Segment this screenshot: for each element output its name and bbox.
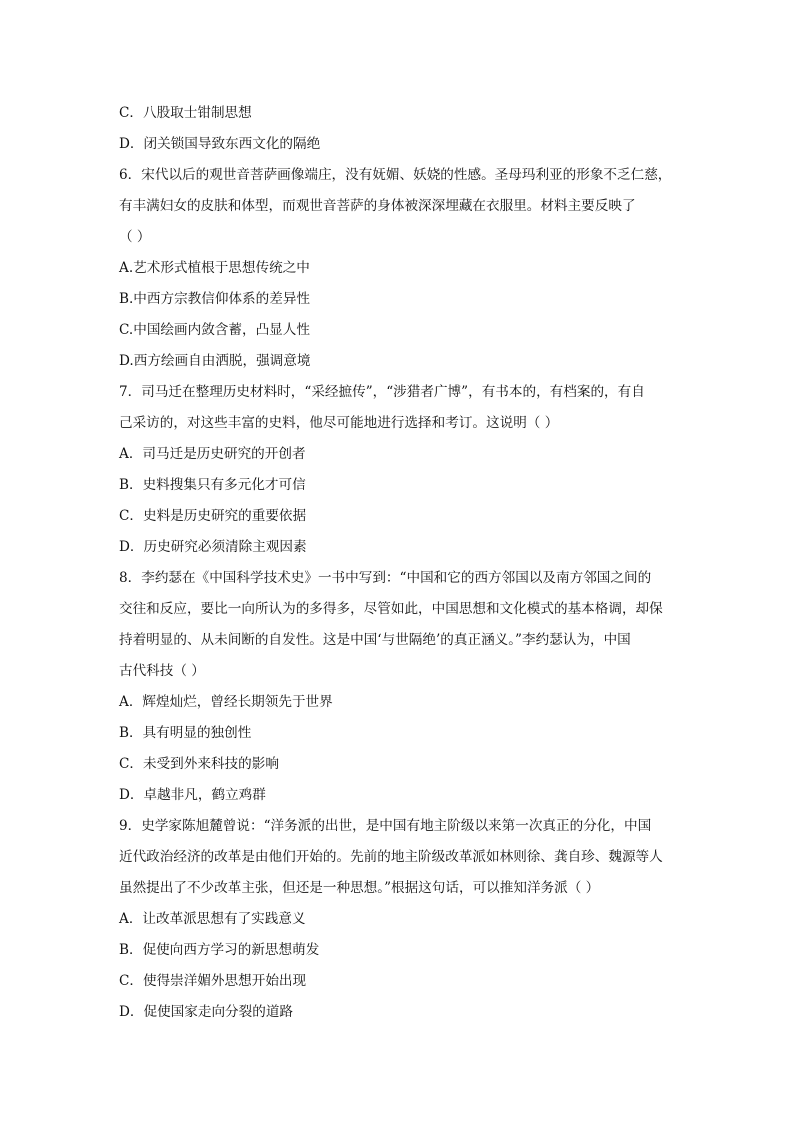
option-c: C．史料是历史研究的重要依据	[119, 508, 307, 524]
question-stem: 己采访的，对这些丰富的史料，他尽可能地进行选择和考订。这说明（ ）	[119, 415, 559, 431]
option-d: D．闭关锁国导致东西文化的隔绝	[119, 136, 321, 152]
question-7	[119, 377, 679, 563]
question-9	[119, 811, 679, 1028]
question-stem: 有丰满妇女的皮肤和体型，而观世音菩萨的身体被深深埋藏在衣服里。材料主要反映了	[119, 198, 636, 214]
option-a: A．让改革派思想有了实践意义	[119, 911, 306, 927]
option-a: A.艺术形式植根于思想传统之中	[119, 260, 310, 276]
question-8	[119, 563, 679, 811]
option-d: D．历史研究必须清除主观因素	[119, 539, 307, 555]
option-d: D．促使国家走向分裂的道路	[119, 1004, 294, 1020]
document-page	[119, 98, 679, 1028]
question-stem: （ ）	[119, 229, 151, 245]
question-6	[119, 160, 679, 377]
option-b: B．促使向西方学习的新思想萌发	[119, 942, 320, 958]
question-stem: 古代科技（ ）	[119, 663, 205, 679]
option-c: C．使得崇洋媚外思想开始出现	[119, 973, 307, 989]
previous-question-options	[119, 98, 679, 160]
option-c: C.中国绘画内敛含蓄，凸显人性	[119, 322, 310, 338]
option-c: C．未受到外来科技的影响	[119, 756, 279, 772]
question-stem: 9．史学家陈旭麓曾说：“洋务派的出世，是中国有地主阶级以来第一次真正的分化，中国	[119, 818, 652, 834]
option-c: C．八股取士钳制思想	[119, 105, 252, 121]
option-a: A．司马迁是历史研究的开创者	[119, 446, 306, 462]
option-b: B．具有明显的独创性	[119, 725, 252, 741]
question-stem: 6．宋代以后的观世音菩萨画像端庄，没有妩媚、妖娆的性感。圣母玛利亚的形象不乏仁慈，	[119, 167, 672, 183]
question-stem: 8．李约瑟在《中国科学技术史》一书中写到：“中国和它的西方邻国以及南方邻国之间的	[119, 570, 652, 586]
option-b: B．史料搜集只有多元化才可信	[119, 477, 306, 493]
question-stem: 持着明显的、从未间断的自发性。这是中国‘与世隔绝’的真正涵义。”李约瑟认为，中国	[119, 632, 631, 648]
question-stem: 近代政治经济的改革是由他们开始的。先前的地主阶级改革派如林则徐、龚自珍、魏源等人	[119, 849, 663, 865]
question-stem: 虽然提出了不少改革主张，但还是一种思想。”根据这句话，可以推知洋务派（ ）	[119, 880, 600, 896]
option-b: B.中西方宗教信仰体系的差异性	[119, 291, 311, 307]
option-d: D.西方绘画自由洒脱，强调意境	[119, 353, 311, 369]
question-stem: 7．司马迁在整理历史材料时，“采经摭传”，“涉猎者广博”，有书本的，有档案的，有自	[119, 384, 645, 400]
option-a: A．辉煌灿烂，曾经长期领先于世界	[119, 694, 333, 710]
question-stem: 交往和反应，要比一向所认为的多得多，尽管如此，中国思想和文化模式的基本格调，却保	[119, 601, 663, 617]
option-d: D．卓越非凡，鹤立鸡群	[119, 787, 266, 803]
